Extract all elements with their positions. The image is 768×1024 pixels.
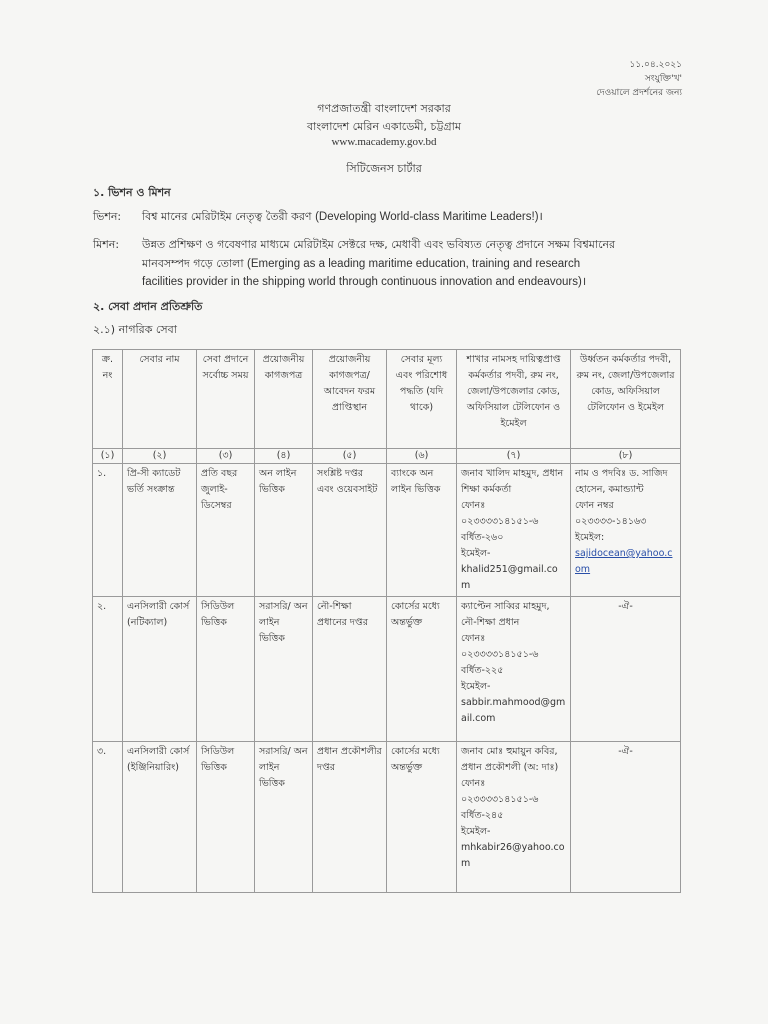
column-number: (২) (123, 449, 197, 464)
academy-name: বাংলাদেশ মেরিন একাডেমী, চট্টগ্রাম (307, 120, 461, 133)
service-name: এনসিলারী কোর্স (নটিক্যাল) (123, 597, 197, 742)
superior-email-label: ইমেইল: (575, 532, 605, 543)
officer-email-label: ইমেইল- (461, 548, 491, 559)
column-number: (৬) (387, 449, 457, 464)
officer-ext: বর্ধিত-২৪৫ (461, 810, 504, 821)
citizen-service-table (92, 349, 681, 893)
superior-name: নাম ও পদবিঃ ড. সাজিদ হোসেন, কমান্ড্যান্ট (575, 468, 668, 495)
service-fee: কোর্সের মধ্যে অন্তর্ভুক্ত (387, 597, 457, 742)
display-note: দেওয়ালে প্রদর্শনের জন্য (596, 88, 682, 98)
service-time: সিডিউল ভিত্তিক (197, 597, 255, 742)
officer-name: জনাব মোঃ হুমায়ুন কবির, প্রধান প্রকৌশলী (অ: দাঃ) (461, 746, 559, 773)
officer-phone-label: ফোনঃ (461, 633, 486, 644)
officer-phone-label: ফোনঃ (461, 778, 486, 789)
mission-line2-bn: মানবসম্পদ গড়ে তোলা (142, 257, 244, 270)
officer-info (457, 597, 571, 742)
required-docs: সরাসরি/ অন লাইন ভিত্তিক (255, 597, 313, 742)
superior-info: -ঐ- (571, 742, 681, 893)
row-serial: ৩. (93, 742, 123, 893)
annex-label: সংযুক্তি'খ' (644, 74, 682, 84)
service-name: এনসিলারী কোর্স (ইঞ্জিনিয়ারিং) (123, 742, 197, 893)
page-title: সিটিজেনস চার্টার (346, 162, 422, 175)
superior-info (571, 464, 681, 597)
vision-en: (Developing World-class Maritime Leaders!)। (315, 211, 543, 223)
table-header-cell: সেবা প্রদানে সর্বোচ্চ সময় (197, 350, 255, 449)
section1-heading: ১. ভিশন ও মিশন (93, 186, 171, 199)
table-header-cell: উর্ধ্বতন কর্মকর্তার পদবী, রুম নং, জেলা/উপজেলার কোড, অফিসিয়াল টেলিফোন ও ইমেইল (571, 350, 681, 449)
docs-source: সংশ্লিষ্ট দপ্তর এবং ওয়েবসাইট (313, 464, 387, 597)
service-time: প্রতি বছর জুলাই-ডিসেম্বর (197, 464, 255, 597)
superior-phone: ০২৩৩৩৩-১৪১৬৩ (575, 516, 647, 527)
officer-email-label: ইমেইল- (461, 681, 491, 692)
table-row (93, 464, 681, 597)
superior-phone-label: ফোন নম্বর (575, 500, 614, 511)
table-header-cell: শাখার নামসহ দায়িত্বপ্রাপ্ত কর্মকর্তার পদবী, রুম নং, জেলা/উপজেলার কোড, অফিসিয়াল টেলিফোন ও ইমেইল (457, 350, 571, 449)
superior-email-link[interactable]: sajidocean@yahoo.com (575, 548, 673, 575)
column-number: (৩) (197, 449, 255, 464)
vision-bn: বিশ্ব মানের মেরিটাইম নেতৃত্ব তৈরী করণ (142, 210, 312, 223)
officer-email-label: ইমেইল- (461, 826, 491, 837)
vision-label: ভিশন: (93, 210, 122, 223)
service-fee: ব্যাংকে অন লাইন ভিত্তিক (387, 464, 457, 597)
vision-text (142, 208, 543, 226)
service-time: সিডিউল ভিত্তিক (197, 742, 255, 893)
officer-name: ক্যাপ্টেন সাব্বির মাহমুদ, নৌ-শিক্ষা প্রধান (461, 601, 550, 628)
row-serial: ১. (93, 464, 123, 597)
officer-phone-label: ফোনঃ (461, 500, 486, 511)
mission-line2-en: (Emerging as a leading maritime education, training and research (247, 258, 581, 270)
required-docs: অন লাইন ভিত্তিক (255, 464, 313, 597)
officer-phone: ০২৩৩৩৩১৪১৫১-৬ (461, 794, 539, 805)
officer-email[interactable]: sabbir.mahmood@gmail.com (461, 697, 566, 724)
mission-label: মিশন: (93, 238, 120, 251)
mission-line2 (142, 255, 702, 273)
table-header-row (93, 350, 681, 449)
top-right-block (596, 58, 682, 100)
officer-phone: ০২৩৩৩৩১৪১৫১-৬ (461, 649, 539, 660)
required-docs: সরাসরি/ অন লাইন ভিত্তিক (255, 742, 313, 893)
website-link[interactable]: www.macademy.gov.bd (331, 136, 437, 148)
table-header-cell: প্রয়োজনীয় কাগজপত্র/ আবেদন ফরম প্রাপ্তিস্থান (313, 350, 387, 449)
section2-heading: ২. সেবা প্রদান প্রতিশ্রুতি (93, 300, 203, 313)
document-date: ১১.০৪.২০২১ (629, 60, 682, 70)
officer-email[interactable]: mhkabir26@yahoo.com (461, 842, 565, 869)
column-number: (৭) (457, 449, 571, 464)
table-header-cell: সেবার মূল্য এবং পরিশোধ পদ্ধতি (যদি থাকে) (387, 350, 457, 449)
officer-email[interactable]: khalid251@gmail.com (461, 564, 558, 591)
officer-phone: ০২৩৩৩৩১৪১৫১-৬ (461, 516, 539, 527)
officer-info (457, 464, 571, 597)
table-row (93, 742, 681, 893)
officer-ext: বর্ধিত-২৬০ (461, 532, 504, 543)
docs-source: প্রধান প্রকৌশলীর দপ্তর (313, 742, 387, 893)
docs-source: নৌ-শিক্ষা প্রধানের দপ্তর (313, 597, 387, 742)
officer-ext: বর্ধিত-২২৫ (461, 665, 504, 676)
officer-name: জনাব খালিদ মাহমুদ, প্রধান শিক্ষা কর্মকর্তা (461, 468, 564, 495)
mission-line1: উন্নত প্রশিক্ষণ ও গবেষণার মাধ্যমে মেরিটাইম সেক্টরে দক্ষ, মেধাবী এবং ভবিষ্যত নেতৃত্ব প্রদানে সক্ষম বিশ্বমানের (142, 238, 616, 251)
superior-info: -ঐ- (571, 597, 681, 742)
column-number: (৪) (255, 449, 313, 464)
column-number: (৫) (313, 449, 387, 464)
table-row (93, 597, 681, 742)
service-fee: কোর্সের মধ্যে অন্তর্ভুক্ত (387, 742, 457, 893)
row-serial: ২. (93, 597, 123, 742)
column-number: (৮) (571, 449, 681, 464)
mission-line3: facilities provider in the shipping world through continuous innovation and endeavours)। (142, 276, 587, 288)
table-header-cell: ক্র. নং (93, 350, 123, 449)
govt-name: গণপ্রজাতন্ত্রী বাংলাদেশ সরকার (317, 102, 451, 115)
column-number: (১) (93, 449, 123, 464)
officer-info (457, 742, 571, 893)
column-number-row (93, 449, 681, 464)
table-header-cell: প্রয়োজনীয় কাগজপত্র (255, 350, 313, 449)
section2-subheading: ২.১) নাগরিক সেবা (93, 323, 177, 336)
service-name: প্রি-সী ক্যাডেট ভর্তি সংক্রান্ত (123, 464, 197, 597)
table-header-cell: সেবার নাম (123, 350, 197, 449)
